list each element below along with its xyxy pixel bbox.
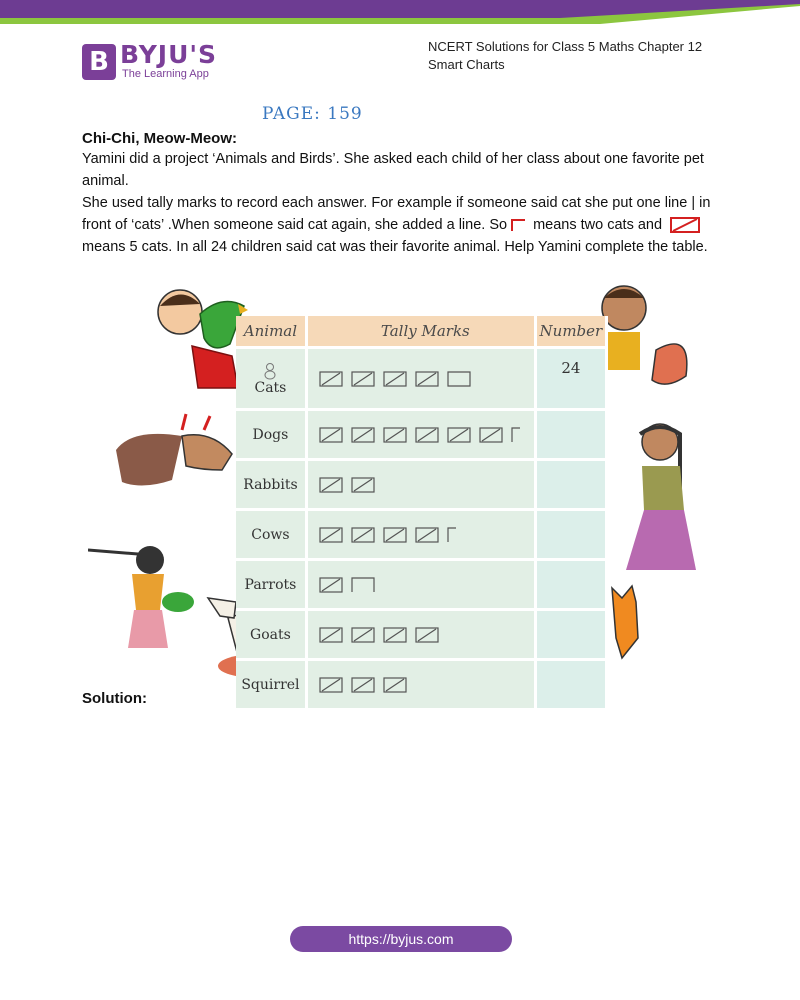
cat-icon <box>262 362 278 380</box>
number-cell[interactable] <box>537 511 608 561</box>
tally-cell <box>308 511 537 561</box>
logo-wordmark: BYJU'S <box>120 40 218 69</box>
tally-diagonal <box>354 479 372 491</box>
tally-group-of-five <box>352 428 374 442</box>
top-decorative-band <box>0 0 800 24</box>
tally-group-of-five <box>384 628 406 642</box>
tally-diagonal <box>482 429 500 441</box>
tally-diagonal <box>386 629 404 641</box>
tally-group-of-five <box>416 628 438 642</box>
tally-group-of-five <box>320 372 342 386</box>
instructions-part2: means two cats and <box>533 217 663 233</box>
cow-illustration <box>112 410 242 490</box>
tally-group-of-five <box>320 678 342 692</box>
number-cell[interactable] <box>537 411 608 461</box>
tally-partial-group <box>448 528 456 542</box>
tally-group-of-five <box>384 372 406 386</box>
boy-with-parrot-illustration <box>152 284 248 390</box>
tally-diagonal <box>418 429 436 441</box>
two-tally-example-icon <box>511 219 525 231</box>
tally-group-of-five <box>352 528 374 542</box>
table-row-cats <box>236 349 608 411</box>
girl-standing-illustration <box>604 420 704 596</box>
header-number: Number <box>537 316 608 349</box>
tally-group-of-five <box>320 528 342 542</box>
tally-group-of-five <box>352 372 374 386</box>
tally-strokes <box>352 578 374 592</box>
logo-tagline: The Learning App <box>122 68 209 80</box>
tally-cell <box>308 461 537 511</box>
tally-diagonal <box>450 429 468 441</box>
animal-cell: Goats <box>236 611 308 661</box>
tally-diagonal <box>418 373 436 385</box>
five-tally-example-icon <box>670 217 700 233</box>
tally-group-of-five <box>320 578 342 592</box>
animal-cell: Squirrel <box>236 661 308 711</box>
number-cell[interactable] <box>537 561 608 611</box>
tally-diagonal <box>322 429 340 441</box>
page-label: PAGE: 159 <box>262 104 363 124</box>
tally-diagonal <box>418 629 436 641</box>
animal-cell: Rabbits <box>236 461 308 511</box>
tally-diagonal <box>322 679 340 691</box>
tally-diagonal <box>354 373 372 385</box>
tally-diagonal <box>418 529 436 541</box>
tally-group-of-five <box>320 478 342 492</box>
tally-strokes <box>448 372 470 386</box>
tally-group-of-five <box>320 628 342 642</box>
paragraph-instructions <box>82 192 722 258</box>
tally-diagonal <box>322 479 340 491</box>
tally-diagonal <box>354 629 372 641</box>
table-row-rabbits <box>236 461 608 511</box>
tally-diagonal <box>386 679 404 691</box>
tally-group-of-five <box>320 428 342 442</box>
boy-with-squirrel-illustration <box>596 280 692 400</box>
header-title-line2: Smart Charts <box>428 57 505 72</box>
tally-marks <box>318 573 528 597</box>
table-row-dogs <box>236 411 608 461</box>
tally-strokes <box>448 528 456 542</box>
animal-cell <box>236 349 308 411</box>
header-animal: Animal <box>236 316 308 349</box>
number-cell[interactable] <box>537 461 608 511</box>
animal-cell: Cows <box>236 511 308 561</box>
number-cell[interactable] <box>537 661 608 711</box>
paragraph-intro: Yamini did a project ‘Animals and Birds’. She asked each child of her class about one favorite pet animal. <box>82 151 704 189</box>
tally-group-of-five <box>352 628 374 642</box>
tally-diagonal <box>354 529 372 541</box>
instructions-part3: means 5 cats. In all 24 children said cat was their favorite animal. Help Yamini complete the table. <box>82 239 708 255</box>
tally-cell <box>308 561 537 611</box>
tally-partial-group <box>448 372 470 386</box>
tally-marks <box>318 423 528 447</box>
tally-group-of-five <box>416 528 438 542</box>
table-row-parrots <box>236 561 608 611</box>
tally-marks <box>318 367 528 391</box>
tally-marks <box>318 673 528 697</box>
tally-cell <box>308 411 537 461</box>
tally-diagonal <box>322 529 340 541</box>
footer-url[interactable]: https://byjus.com <box>290 926 512 952</box>
tally-group-of-five <box>384 678 406 692</box>
table-row-goats <box>236 611 608 661</box>
tally-group-of-five <box>480 428 502 442</box>
tally-cell <box>308 349 537 411</box>
tally-group-of-five <box>416 372 438 386</box>
tally-strokes <box>512 428 520 442</box>
instructions-part1: She used tally marks to record each answer. For example if someone said cat she put one line | in front of ‘cats’ .When someone said cat again, she added a line. So <box>82 195 711 233</box>
tally-partial-group <box>512 428 520 442</box>
solution-label: Solution: <box>82 690 147 707</box>
table-row-squirrel <box>236 661 608 711</box>
logo-mark: B <box>82 44 116 80</box>
tally-cell <box>308 611 537 661</box>
tally-group-of-five <box>352 478 374 492</box>
header-title-line1: NCERT Solutions for Class 5 Maths Chapter 12 <box>428 39 703 54</box>
tally-diagonal <box>322 373 340 385</box>
tally-diagonal <box>386 373 404 385</box>
tally-group-of-five <box>352 678 374 692</box>
tally-diagonal <box>354 429 372 441</box>
tally-diagonal <box>386 529 404 541</box>
tally-cell <box>308 661 537 711</box>
number-cell[interactable]: 24 <box>537 349 608 411</box>
number-cell[interactable] <box>537 611 608 661</box>
tally-diagonal <box>322 579 340 591</box>
tally-group-of-five <box>448 428 470 442</box>
animal-cell: Dogs <box>236 411 308 461</box>
document-header-title <box>428 38 758 74</box>
table-row-cows <box>236 511 608 561</box>
tally-marks <box>318 473 528 497</box>
tally-diagonal <box>386 429 404 441</box>
tally-partial-group <box>352 578 374 592</box>
tally-group-of-five <box>384 428 406 442</box>
byjus-logo <box>82 42 222 88</box>
tally-group-of-five <box>384 528 406 542</box>
section-heading: Chi-Chi, Meow-Meow: <box>82 130 237 147</box>
tally-marks <box>318 623 528 647</box>
tally-marks <box>318 523 528 547</box>
tally-diagonal <box>354 679 372 691</box>
animal-name: Cats <box>254 379 287 396</box>
tally-group-of-five <box>416 428 438 442</box>
tally-chart-table <box>236 316 608 711</box>
tally-diagonal <box>322 629 340 641</box>
header-tally-marks: Tally Marks <box>308 316 537 349</box>
animal-cell: Parrots <box>236 561 308 611</box>
